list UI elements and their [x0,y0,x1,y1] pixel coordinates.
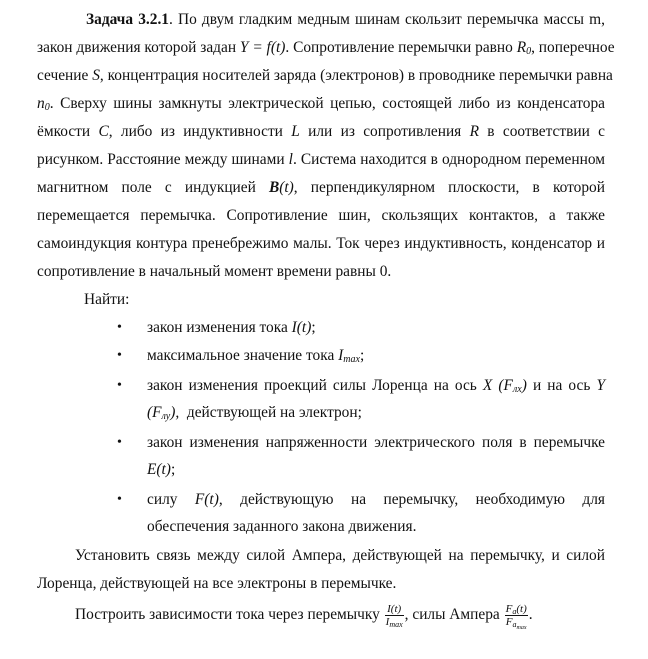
symbol-s: S [92,67,100,84]
subscript: лу [161,411,171,422]
text: ; [170,461,176,478]
subscript: 0 [526,46,532,57]
fraction-current [385,603,404,628]
fraction-denominator [385,616,404,628]
symbol-l: l [288,151,293,168]
text: действующей на электрон; [179,404,362,421]
paragraph-line-5 [37,122,605,142]
text: . Сверху шины замкнуты электрической цепью, состоящей либо из конденсатора [49,95,605,112]
subscript: лх [512,384,522,395]
bullet-2: • [117,348,122,363]
symbol: (t) [516,602,527,615]
text: ; [311,319,316,336]
symbol-b: B [269,179,280,196]
list-item-lorentz-line-1 [147,376,605,396]
symbol: F [505,615,513,628]
symbol-r: R [516,39,527,56]
list-item-current-law [147,318,605,338]
bullet-1: • [117,320,122,335]
list-item-force-line-2 [147,517,605,537]
paragraph-line-10 [37,262,605,282]
symbol: ), [170,404,180,421]
symbol: Y [596,377,605,394]
relation-line-1: Установить связь между силой Ампера, действующей на перемычку, и силой [75,547,605,564]
bullet-4: • [117,435,122,450]
text: в соответствии с [478,123,605,140]
text: закон изменения проекций силы Лоренца на ось [147,377,483,394]
text: обеспечения заданного закона движения. [147,518,417,535]
symbol-i: I [338,347,344,364]
list-item-field-line-2 [147,460,605,480]
text: . Сопротивление перемычки равно [285,39,517,56]
subscript: 0 [44,102,50,113]
fraction-numerator: I(t) [385,603,404,616]
text: Построить зависимости тока через перемычку [75,606,384,623]
symbol-r: R [469,123,479,140]
text: рисунком. Расстояние между шинами [37,151,289,168]
symbol-i-t: I(t) [291,319,312,336]
text: сечение [37,67,93,84]
text: , концентрация носителей заряда (электронов) в проводнике перемычки равна [99,67,613,84]
symbol: F [505,602,513,615]
paragraph-line-4 [37,94,605,114]
text: , силы Ампера [404,606,504,623]
symbol: ) [521,377,527,394]
paragraph-line-8 [37,206,605,226]
relation-line-2: Лоренца, действующей на все электроны в перемычке. [37,575,397,592]
text: или из сопротивления [299,123,470,140]
fraction-ampere-force [505,602,528,631]
paragraph-line-1 [86,10,605,30]
subscript: max [389,619,403,629]
symbol: (F [147,404,162,421]
symbol-f-t: F(t) [194,491,219,508]
text: закон изменения тока [147,319,292,336]
text: силу [147,491,195,508]
paragraph-line-6 [37,150,605,170]
symbol-c: C [98,123,109,140]
fraction-numerator [505,603,528,616]
text: магнитном поле с индукцией [37,179,269,196]
text: и на ось [526,377,597,394]
text: . Система находится в однородном переменном [292,151,605,168]
symbol-t: (t) [279,179,294,196]
formula-motion: Y = f(t) [239,39,286,56]
subscript-max: max [516,624,527,631]
paragraph-line-7 [37,178,605,198]
paragraph-line-2 [37,38,615,58]
bullet-3: • [117,378,122,393]
subscript [513,620,527,629]
text: , либо из индуктивности [108,123,292,140]
text: самоиндукция контура пренебрежимо малы. Ток через индуктивность, конденсатор и [37,235,605,252]
text: , перпендикулярном плоскости, в которой [293,179,605,196]
symbol: I [385,615,390,628]
symbol: X (F [482,377,513,394]
text: . [528,606,533,623]
text: ёмкости [37,123,99,140]
text: ; [359,347,365,364]
text: . По двум гладким медным шинам скользит перемычка массы m, [168,11,605,28]
paragraph-line-3 [37,66,613,86]
subscript-a: a [512,619,517,629]
text: максимальное значение тока [147,347,339,364]
text: сопротивление в начальный момент времени равны 0. [37,263,392,280]
bullet-5: • [117,492,122,507]
text: , поперечное [531,39,615,56]
subscript: a [512,606,517,616]
text: , действующую на перемычку, необходимую для [218,491,606,508]
list-item-field-line-1 [147,433,605,453]
text: перемещается перемычка. Сопротивление шин, скользящих контактов, а также [37,207,605,224]
symbol-n: n [37,95,45,112]
problem-title: Задача 3.2.1 [86,11,169,28]
list-item-max-current [147,346,605,366]
find-label: Найти: [84,291,130,308]
plot-line [75,598,605,632]
list-item-force-line-1 [147,490,605,510]
symbol-l: L [291,123,300,140]
subscript: max [343,354,360,365]
text: закон изменения напряженности электрического поля в перемычке [147,434,605,451]
list-item-lorentz-line-2 [147,403,605,423]
symbol-e-t: E(t) [147,461,171,478]
paragraph-line-9 [37,234,605,254]
text: закон движения которой задан [37,39,240,56]
fraction-denominator [505,615,528,631]
